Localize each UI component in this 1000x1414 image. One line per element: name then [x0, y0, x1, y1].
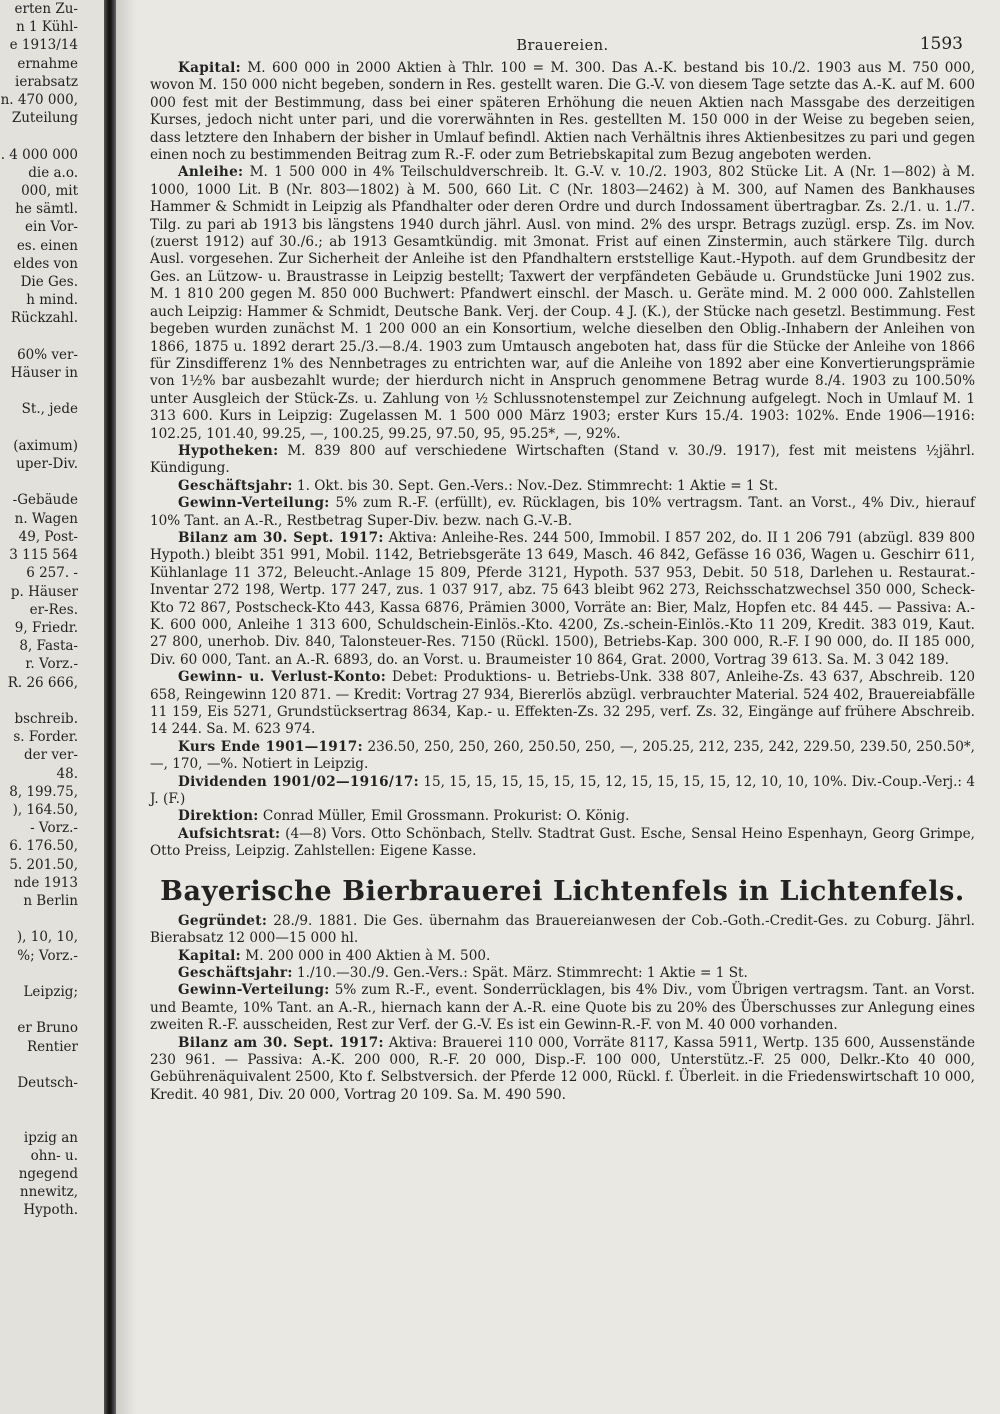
- left-fragment-line: Hypoth.: [23, 1202, 78, 1219]
- left-fragment-line: [0, 127, 104, 145]
- left-fragment-line: ngegend: [18, 1166, 78, 1182]
- section-text: 5% zum R.-F. (erfüllt), ev. Rücklagen, bis 10% vertragsm. Tant. an Vorst., 4% Div., hierauf 10% Tant. an A.-R., Restbetrag Super-Div. bezw. nach G.-V.-B.: [150, 495, 975, 529]
- section-text: 1./10.—30./9. Gen.-Vers.: Spät. März. Stimmrecht: 1 Aktie = 1 St.: [292, 964, 748, 981]
- section-label: Gegründet:: [178, 912, 268, 929]
- left-fragment-line: e 1913/14: [9, 37, 78, 54]
- section-text: Aktiva: Brauerei 110 000, Vorräte 8117, Kassa 5911, Wertp. 135 600, Aussenstände 230 961. — Passiva: A.-K. 200 000, R.-F. 20 000, Disp.-F. 100 000, Unterstütz.-F. 25 000, Delkr.-Kto 40 000, Gebührenäquivalent 2500, Kto f. Selbstversich. der Pferde 12 000, Rückl. f. Überleit. in die Friedenswirtschaft 10 000, Kredit. 40 981, Div. 20 000, Vortrag 20 109. Sa. M. 490 590.: [150, 1034, 975, 1103]
- left-fragment-line: Häuser in: [10, 365, 78, 382]
- section-label: Kapital:: [178, 947, 241, 964]
- entry-paragraph: [150, 164, 975, 443]
- section-label: Dividenden 1901/02—1916/17:: [178, 773, 419, 790]
- section-label: Gewinn-Verteilung:: [178, 495, 330, 512]
- right-page: [150, 34, 975, 1104]
- section-text: M. 200 000 in 400 Aktien à M. 500.: [240, 947, 491, 964]
- section-label: Kapital:: [178, 60, 241, 76]
- section-text: (4—8) Vors. Otto Schönbach, Stellv. Stadtrat Gust. Esche, Sensal Heino Espenhayn, Georg Grimpe, Otto Preiss, Leipzig. Zahlstellen: Eigene Kasse.: [150, 825, 975, 860]
- left-fragment-line: 000, mit: [21, 183, 78, 200]
- left-fragment-line: . 4 000 000: [0, 146, 78, 163]
- left-fragment-line: 48.: [56, 765, 78, 782]
- entry-paragraph: [150, 478, 975, 495]
- section-text: Debet: Produktions- u. Betriebs-Unk. 338 807, Anleihe-Zs. 43 637, Abschreib. 120 658, Reingewinn 120 871. — Kredit: Vortrag 27 934, Biererlös abzügl. verbrauchter Material. 524 402, Brauereiabfälle 11 159, Eis 5271, Grundstücksertrag 8634, Kap.- u. Effekten-Zs. 32 295, verf. Zs. 32, Eingänge auf frühere Abschreib. 14 244. Sa. M. 623 974.: [150, 669, 975, 738]
- entry-paragraph: [150, 965, 975, 982]
- book-gutter: [104, 0, 116, 1414]
- section-text: Aktiva: Anleihe-Res. 244 500, Immobil. I 857 202, do. II 1 206 791 (abzügl. 839 800 Hypoth.) bleibt 351 991, Mobil. 1142, Betriebsgeräte 13 649, Masch. 46 842, Gefässe 16 036, Wagen u. Geschirr 611, Kühlanlage 11 372, Beleucht.-Anlage 15 809, Pferde 3121, Hypoth. 537 953, Debit. 50 518, Darlehen u. Restaurat.-Inventar 272 198, Wertp. 177 247, zus. 1 037 917, abz. 75 643 bleibt 962 273, Reichsschatzwechsel 350 000, Scheck-Kto 72 867, Postscheck-Kto 443, Kassa 6876, Prämien 3000, Vorräte an: Bier, Malz, Hopfen etc. 84 445. — Passiva: A.-K. 600 000, Anleihe 1 313 600, Schuldschein-Einlös.-Kto. 4200, Zs.-schein-Einlös.-Kto 11 209, Kredit. 383 019, Kaut. 27 800, unerhob. Div. 840, Talonsteuer-Res. 7150 (Rückl. 1500), Betriebs-Kap. 300 000, R.-F. I 90 000, do. II 185 000, Div. 60 000, Tant. an A.-R. 6893, do. an Vorst. u. Braumeister 10 864, Grat. 2000, Vortrag 39 613. Sa. M. 3 042 189.: [150, 529, 975, 668]
- section-text: M. 600 000 in 2000 Aktien à Thlr. 100 = M. 300. Das A.-K. bestand bis 10./2. 1903 aus M. 750 000, wovon M. 150 000 nicht begeben, sondern in Res. gestellt waren. Die G.-V. von diesem Tage setzte das A.-K. auf M. 600 000 fest mit der Bestimmung, dass bei einer späteren Erhöhung die neuen Aktien nach Massgabe des derzeitigen Kurses, jedoch nicht unter pari, und die vorerwähnten in Res. gestellten M. 150 000 in der Weise zu begeben seien, dass letztere den Inhabern der bisher in Umlauf befindl. Aktien nach Verhältnis ihres Aktienbesitzes zu pari und gegen einen noch zu bestimmenden Beitrag zum R.-F. oder zum Betriebskapital zum Bezug angeboten werden.: [150, 60, 975, 164]
- left-fragment-line: n 1 Kühl-: [16, 19, 78, 36]
- company-entry-2: [150, 913, 975, 1104]
- left-fragment-line: [0, 1056, 104, 1074]
- left-fragment-line: nde 1913: [14, 874, 78, 891]
- company-title: Bayerische Bierbrauerei Lichtenfels in Lichtenfels.: [160, 875, 965, 907]
- entry-paragraph: [150, 808, 975, 825]
- left-fragment-line: 3 115 564: [9, 547, 78, 564]
- running-head: Brauereien.: [516, 38, 609, 54]
- left-fragment-line: 8, 199.75,: [9, 783, 78, 800]
- left-fragment-line: 49, Post-: [18, 528, 78, 545]
- left-fragment-line: eldes von: [13, 255, 78, 272]
- left-page-fragment: [0, 0, 104, 1414]
- left-fragment-line: -Gebäude: [12, 492, 78, 509]
- entry-paragraph: [150, 913, 975, 948]
- left-fragment-line: ierabsatz: [15, 73, 78, 90]
- section-label: Bilanz am 30. Sept. 1917:: [178, 1034, 384, 1051]
- entry-paragraph: [150, 982, 975, 1034]
- left-fragment-line: der ver-: [23, 747, 78, 764]
- entry-paragraph: [150, 948, 975, 965]
- section-label: Aufsichtsrat:: [178, 825, 281, 842]
- left-fragment-line: [0, 382, 104, 400]
- left-fragment-line: [0, 910, 104, 928]
- section-label: Bilanz am 30. Sept. 1917:: [178, 529, 384, 546]
- left-fragment-line: Deutsch-: [17, 1074, 78, 1091]
- left-fragment-line: [0, 692, 104, 710]
- left-fragment-line: 9, Friedr.: [14, 619, 78, 636]
- left-fragment-line: 6 257. -: [26, 565, 78, 582]
- company-entry-1: [150, 60, 975, 861]
- section-text: 28./9. 1881. Die Ges. übernahm das Brauereianwesen der Cob.-Goth.-Credit-Ges. zu Coburg. Jährl. Bierabsatz 12 000—15 000 hl.: [150, 912, 975, 947]
- left-fragment-line: %; Vorz.-: [17, 947, 78, 964]
- left-fragment-line: 6. 176.50,: [9, 838, 78, 855]
- left-fragment-line: p. Häuser: [10, 583, 78, 600]
- left-fragment-line: [0, 473, 104, 491]
- left-fragment-line: 60% ver-: [17, 346, 78, 363]
- left-fragment-line: erten Zu-: [14, 1, 78, 17]
- left-fragment-line: [0, 419, 104, 437]
- section-text: 15, 15, 15, 15, 15, 15, 15, 12, 15, 15, 15, 15, 12, 10, 10, 10%. Div.-Coup.-Verj.: 4 J. (F.): [150, 773, 976, 808]
- left-fragment-line: r. Vorz.-: [25, 656, 78, 673]
- section-label: Direktion:: [178, 808, 259, 825]
- left-fragment-line: er-Res.: [29, 601, 78, 618]
- section-label: Hypotheken:: [178, 442, 279, 459]
- section-text: M. 839 800 auf verschiedene Wirtschaften (Stand v. 30./9. 1917), fest mit meistens ½jährl. Kündigung.: [150, 442, 975, 477]
- left-fragment-line: [0, 1001, 104, 1019]
- left-fragment-line: [0, 1092, 104, 1110]
- left-fragment-line: Rentier: [26, 1038, 78, 1055]
- entry-paragraph: [150, 669, 975, 739]
- left-fragment-line: ernahme: [17, 55, 78, 72]
- section-text: Conrad Müller, Emil Grossmann. Prokurist: O. König.: [258, 808, 630, 825]
- left-fragment-line: s. Forder.: [13, 729, 78, 746]
- left-fragment-line: die a.o.: [28, 164, 78, 181]
- left-fragment-line: es. einen: [16, 237, 78, 254]
- left-fragment-line: uper-Div.: [16, 456, 78, 473]
- left-fragment-line: n. 470 000,: [0, 92, 78, 109]
- left-fragment-line: - Vorz.-: [30, 820, 78, 837]
- entry-paragraph: [150, 1035, 975, 1105]
- left-fragment-line: ), 164.50,: [12, 801, 78, 818]
- left-fragment-line: Zuteilung: [11, 110, 78, 127]
- entry-paragraph: [150, 443, 975, 478]
- left-fragment-line: St., jede: [21, 401, 78, 418]
- left-fragment-line: [0, 965, 104, 983]
- left-fragment-line: (aximum): [13, 437, 78, 454]
- left-fragment-line: he sämtl.: [15, 201, 78, 218]
- section-text: 5% zum R.-F., event. Sonderrücklagen, bis 4% Div., vom Übrigen vertragsm. Tant. an Vorst. und Beamte, 10% Tant. an A.-R., hiernach kann der A.-R. eine Quote bis zu 20% des Überschusses zur Anlegung eines zweiten R.-F. ausscheiden, Rest zur Verf. der G.-V. Es ist ein Gewinn-R.-F. von M. 40 000 vorhanden.: [150, 982, 975, 1034]
- page-number: 1593: [919, 34, 963, 54]
- entry-paragraph: [150, 60, 975, 164]
- left-fragment-line: Leipzig;: [23, 983, 78, 1000]
- section-label: Geschäftsjahr:: [178, 964, 293, 981]
- section-text: 1. Okt. bis 30. Sept. Gen.-Vers.: Nov.-Dez. Stimmrecht: 1 Aktie = 1 St.: [292, 477, 779, 494]
- entry-paragraph: [150, 530, 975, 669]
- left-fragment-line: ohn- u.: [30, 1147, 78, 1164]
- entry-paragraph: [150, 774, 975, 809]
- left-fragment-line: bschreib.: [14, 710, 78, 727]
- left-fragment-line: 8, Fasta-: [19, 638, 78, 655]
- left-fragment-line: h mind.: [26, 292, 78, 309]
- entry-paragraph: [150, 495, 975, 530]
- section-text: 236.50, 250, 250, 260, 250.50, 250, —, 205.25, 212, 235, 242, 229.50, 239.50, 250.50*, —, 170, —%. Notiert in Leipzig.: [150, 738, 975, 773]
- left-fragment-line: Die Ges.: [20, 274, 78, 291]
- left-fragment-line: Rückzahl.: [10, 310, 78, 327]
- entry-paragraph: [150, 826, 975, 861]
- left-fragment-line: n Berlin: [23, 892, 78, 909]
- left-fragment-line: [0, 328, 104, 346]
- left-fragment-line: er Bruno: [17, 1020, 78, 1037]
- left-fragment-line: ), 10, 10,: [16, 929, 78, 946]
- section-label: Kurs Ende 1901—1917:: [178, 738, 363, 755]
- section-text: M. 1 500 000 in 4% Teilschuldverschreib. lt. G.-V. v. 10./2. 1903, 802 Stücke Lit. A (Nr. 1—802) à M. 1000, 1000 Lit. B (Nr. 803—1802) à M. 500, 660 Lit. C (Nr. 1803—2462) à M. 300, auf Namen des Bankhauses Hammer & Schmidt in Leipzig als Pfandhalter oder deren Ordre und durch Indossament übertragbar. Zs. 2./1. u. 1./7. Tilg. zu pari ab 1913 bis längstens 1940 durch jährl. Ausl. von mind. 2% des urspr. Betrags zuzügl. ersp. Zs. im Nov. (zuerst 1912) auf 30./6.; ab 1913 Gesamtkündig. mit 3monat. Frist auf einen Zinstermin, auch stärkere Tilg. durch Ausl. vorgesehen. Zur Sicherheit der Anleihe ist den Pfandhaltern erststellige Kaut.-Hypoth. auf dem Grundbesitz der Ges. an Lützow- u. Braustrasse in Leipzig bestellt; Taxwert der verpfändeten Gebäude u. Grundstücke Juni 1902 zus. M. 1 810 200 gegen M. 850 000 Buchwert: Pfandwert einschl. der Masch. u. Geräte mind. M. 2 000 000. Zahlstellen auch Leipzig: Hammer & Schmidt, Deutsche Bank. Verj. der Coup. 4 J. (K.), der Stücke nach gesetzl. Bestimmung. Fest begeben wurden zunächst M. 1 200 000 an ein Konsortium, welche dieselben den Oblig.-Inhabern der Anleihen von 1866, 1875 u. 1892 derart 25./3.—8./4. 1903 zum Umtausch angeboten hat, dass für die Stücke der Anleihe von 1866 für Zinsdifferenz 1% des Nennbetrages zu entrichten war, auf die Anleihe von 1892 aber eine Konvertierungsprämie von 1½% bar ausbezahlt wurde; der hierdurch nicht in Anspruch genommene Betrag wurde 8./4. 1903 zu 100.50% unter Ausgleich der Stück-Zs. u. Zahlung von ½ Schlussnotenstempel zur Zeichnung aufgelegt. Noch in Umlauf M. 1 313 600. Kurs in Leipzig: Zugelassen M. 1 500 000 März 1903; erster Kurs 15./4. 1903: 102%. Ende 1906—1916: 102.25, 101.40, 99.25, —, 100.25, 99.25, 97.50, 95, 95.25*, —, 92%.: [150, 164, 975, 442]
- section-label: Geschäftsjahr:: [178, 477, 293, 494]
- section-label: Anleihe:: [178, 164, 244, 181]
- left-fragment-line: 5. 201.50,: [9, 856, 78, 873]
- section-label: Gewinn-Verteilung:: [178, 982, 330, 999]
- left-fragment-line: R. 26 666,: [7, 674, 78, 691]
- left-fragment-line: [0, 1110, 104, 1128]
- left-fragment-line: ein Vor-: [25, 219, 78, 236]
- page-header: [150, 34, 975, 60]
- left-fragment-line: nnewitz,: [19, 1184, 78, 1201]
- left-fragment-line: n. Wagen: [14, 510, 78, 527]
- gutter-shadow: [116, 0, 136, 1414]
- section-label: Gewinn- u. Verlust-Konto:: [178, 669, 387, 686]
- left-fragment-line: ipzig an: [23, 1129, 78, 1146]
- entry-paragraph: [150, 739, 975, 774]
